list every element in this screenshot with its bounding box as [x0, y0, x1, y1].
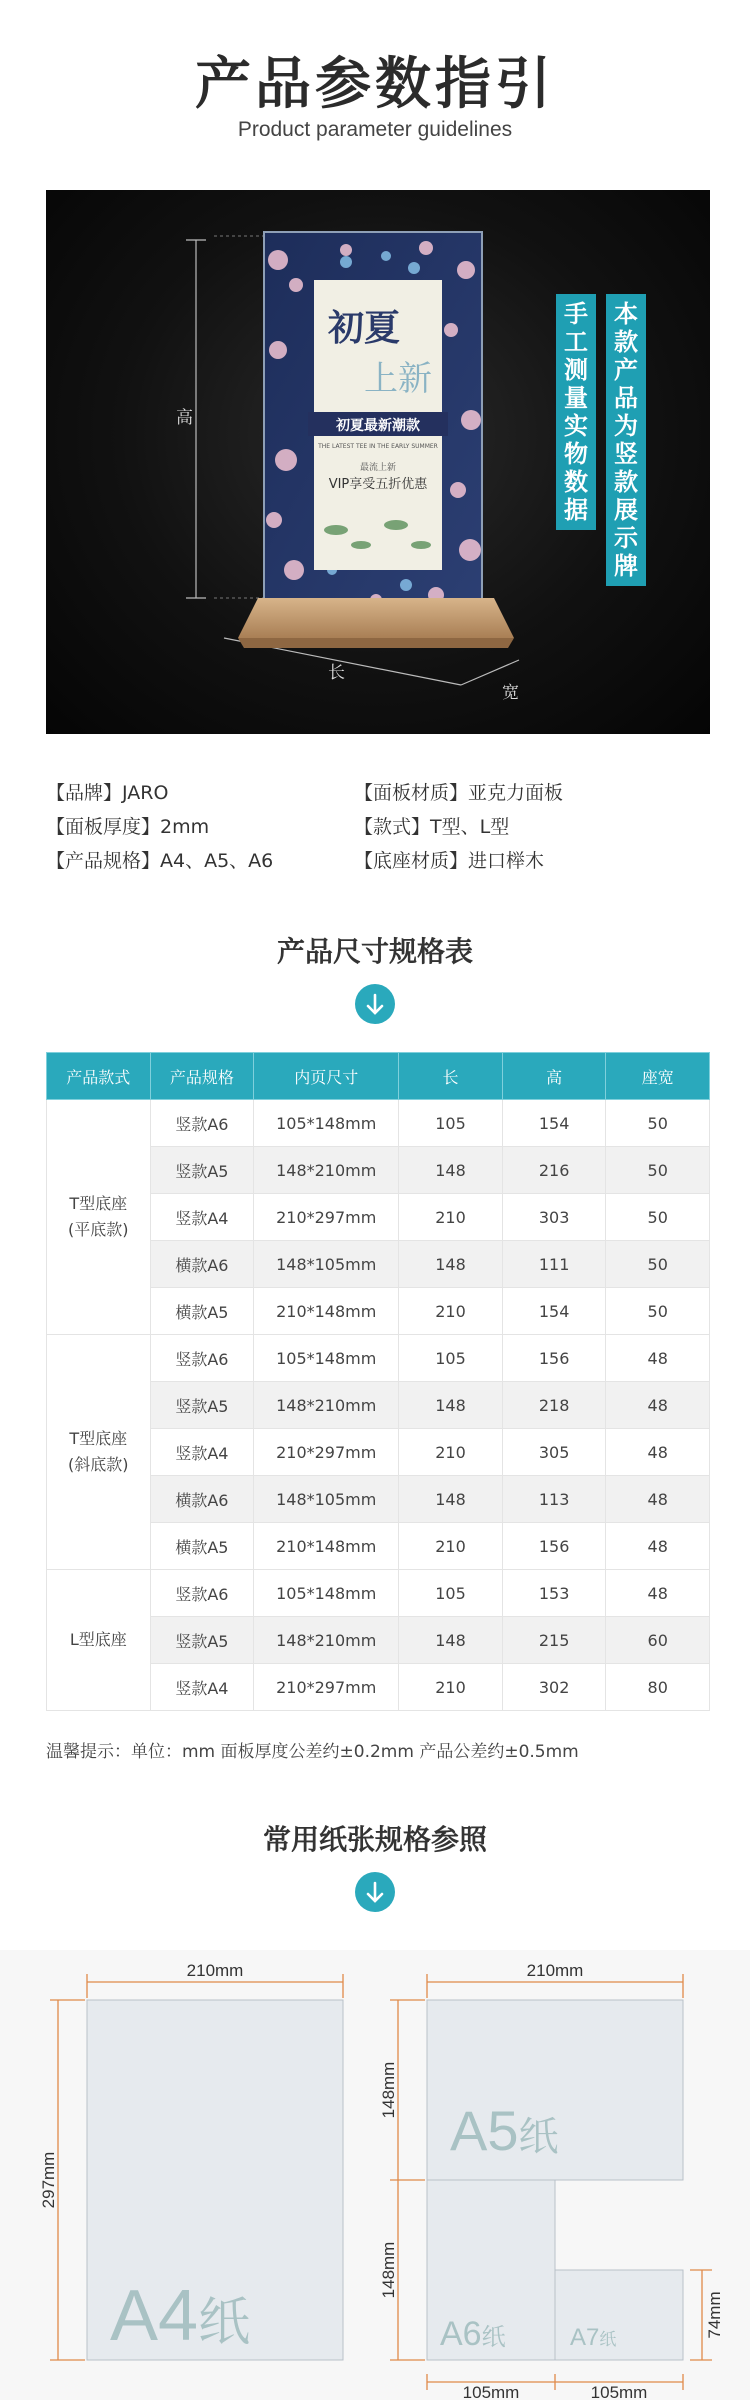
page-subtitle: Product parameter guidelines	[237, 118, 513, 141]
table-cell: 48	[606, 1476, 710, 1523]
svg-text:VIP享受五折优惠: VIP享受五折优惠	[328, 477, 428, 492]
a4-height-label: 297mm	[39, 2151, 58, 2209]
svg-text:最流上新: 最流上新	[359, 463, 397, 473]
table-cell: 154	[502, 1288, 606, 1335]
table-cell: 148*210mm	[254, 1617, 399, 1664]
a7-width-label: 105mm	[590, 2383, 648, 2400]
table-cell: 303	[502, 1194, 606, 1241]
table-cell: 48	[606, 1523, 710, 1570]
table-cell: 210*148mm	[254, 1288, 399, 1335]
table-cell: 48	[606, 1429, 710, 1476]
table-cell: 横款A5	[150, 1523, 254, 1570]
page-title: 产品参数指引	[195, 52, 555, 117]
table-header-4: 高	[502, 1053, 606, 1100]
table-cell: 148*105mm	[254, 1241, 399, 1288]
hand-measured-band: 手 工 测 量 实 物 数 据	[556, 294, 596, 530]
product-photo	[46, 190, 710, 734]
table-cell: 148	[399, 1476, 503, 1523]
table-cell: 横款A6	[150, 1476, 254, 1523]
table-cell: 竖款A5	[150, 1617, 254, 1664]
table-row	[47, 1570, 710, 1617]
table-cell: 105	[399, 1100, 503, 1147]
table-cell: 竖款A6	[150, 1100, 254, 1147]
table-cell: 50	[606, 1288, 710, 1335]
a5-big-label: A5纸	[450, 2099, 559, 2162]
width-dimension-line	[461, 660, 519, 685]
table-cell: 148*210mm	[254, 1147, 399, 1194]
table-cell: 竖款A5	[150, 1147, 254, 1194]
table-cell: 竖款A6	[150, 1570, 254, 1617]
paper-section-title: 常用纸张规格参照	[262, 1823, 487, 1856]
table-cell: 154	[502, 1100, 606, 1147]
size-table-title: 产品尺寸规格表	[276, 935, 473, 968]
table-header-row	[47, 1053, 710, 1100]
table-header-3: 长	[399, 1053, 503, 1100]
a6-height-label: 148mm	[379, 2241, 398, 2299]
spec-base-material: 【底座材质】进口榉木	[354, 850, 545, 872]
split-width-label: 210mm	[526, 1961, 584, 1980]
table-cell: 48	[606, 1570, 710, 1617]
table-cell: 111	[502, 1241, 606, 1288]
a6-width-label: 105mm	[462, 2383, 520, 2400]
table-cell: 竖款A5	[150, 1382, 254, 1429]
table-cell: 竖款A4	[150, 1664, 254, 1711]
a4-big-label: A4纸	[110, 2276, 251, 2356]
paper-diagram	[0, 1950, 750, 2400]
table-group-name: T型底座 (斜底款)	[47, 1335, 151, 1570]
table-cell: 210	[399, 1194, 503, 1241]
table-cell: 156	[502, 1523, 606, 1570]
table-cell: 50	[606, 1194, 710, 1241]
spec-brand: 【品牌】JARO	[46, 782, 169, 804]
table-cell: 210	[399, 1429, 503, 1476]
length-label: 长	[328, 663, 345, 683]
poster-heading-1: 初夏	[328, 307, 401, 349]
table-group-name: L型底座	[47, 1570, 151, 1711]
table-cell: 50	[606, 1100, 710, 1147]
table-cell: 80	[606, 1664, 710, 1711]
table-row	[47, 1335, 710, 1382]
table-cell: 148	[399, 1617, 503, 1664]
table-cell: 105	[399, 1335, 503, 1382]
table-cell: 148*210mm	[254, 1382, 399, 1429]
table-cell: 210*148mm	[254, 1523, 399, 1570]
table-cell: 305	[502, 1429, 606, 1476]
table-cell: 48	[606, 1335, 710, 1382]
size-table	[46, 1052, 710, 1711]
table-header-0: 产品款式	[47, 1053, 151, 1100]
spec-panel-material: 【面板材质】亚克力面板	[354, 782, 564, 804]
svg-text:THE LATEST TEE IN THE EARLY SU: THE LATEST TEE IN THE EARLY SUMMER	[318, 443, 438, 450]
table-cell: 153	[502, 1570, 606, 1617]
table-cell: 113	[502, 1476, 606, 1523]
table-cell: 105*148mm	[254, 1335, 399, 1382]
table-cell: 218	[502, 1382, 606, 1429]
table-group-name: T型底座 (平底款)	[47, 1100, 151, 1335]
height-label: 高	[176, 408, 193, 428]
a4-width-label: 210mm	[186, 1961, 244, 1980]
a7-big-label: A7纸	[570, 2324, 617, 2351]
table-cell: 210	[399, 1288, 503, 1335]
down-arrow-icon	[355, 984, 395, 1024]
table-cell: 竖款A4	[150, 1194, 254, 1241]
table-cell: 105*148mm	[254, 1570, 399, 1617]
wooden-base	[238, 598, 514, 638]
table-cell: 50	[606, 1241, 710, 1288]
table-cell: 50	[606, 1147, 710, 1194]
table-cell: 105*148mm	[254, 1100, 399, 1147]
table-row	[47, 1100, 710, 1147]
table-cell: 48	[606, 1382, 710, 1429]
table-header-5: 座宽	[606, 1053, 710, 1100]
table-cell: 156	[502, 1335, 606, 1382]
table-cell: 竖款A6	[150, 1335, 254, 1382]
table-cell: 302	[502, 1664, 606, 1711]
a7-height-label: 74mm	[705, 2291, 724, 2339]
table-cell: 148	[399, 1147, 503, 1194]
svg-text:初夏最新潮款: 初夏最新潮款	[336, 418, 420, 434]
down-arrow-icon-2	[355, 1872, 395, 1912]
spec-style: 【款式】T型、L型	[354, 816, 510, 838]
table-cell: 148*105mm	[254, 1476, 399, 1523]
table-header-1: 产品规格	[150, 1053, 254, 1100]
table-cell: 横款A6	[150, 1241, 254, 1288]
table-cell: 210*297mm	[254, 1194, 399, 1241]
width-label: 宽	[502, 683, 519, 703]
table-cell: 210*297mm	[254, 1429, 399, 1476]
table-cell: 60	[606, 1617, 710, 1664]
table-cell: 210	[399, 1523, 503, 1570]
table-cell: 105	[399, 1570, 503, 1617]
a5-height-label: 148mm	[379, 2061, 398, 2119]
table-cell: 148	[399, 1241, 503, 1288]
table-cell: 148	[399, 1382, 503, 1429]
table-cell: 216	[502, 1147, 606, 1194]
table-cell: 横款A5	[150, 1288, 254, 1335]
table-cell: 210*297mm	[254, 1664, 399, 1711]
table-cell: 竖款A4	[150, 1429, 254, 1476]
a6-big-label: A6纸	[440, 2315, 506, 2353]
table-cell: 210	[399, 1664, 503, 1711]
svg-text:上新: 上新	[364, 359, 432, 399]
table-cell: 215	[502, 1617, 606, 1664]
spec-panel-thickness: 【面板厚度】2mm	[46, 816, 210, 838]
table-header-2: 内页尺寸	[254, 1053, 399, 1100]
vertical-display-band: 本 款 产 品 为 竖 款 展 示 牌	[606, 294, 646, 586]
tolerance-note: 温馨提示：单位：mm 面板厚度公差约±0.2mm 产品公差约±0.5mm	[46, 1742, 579, 1762]
spec-size: 【产品规格】A4、A5、A6	[46, 850, 274, 872]
